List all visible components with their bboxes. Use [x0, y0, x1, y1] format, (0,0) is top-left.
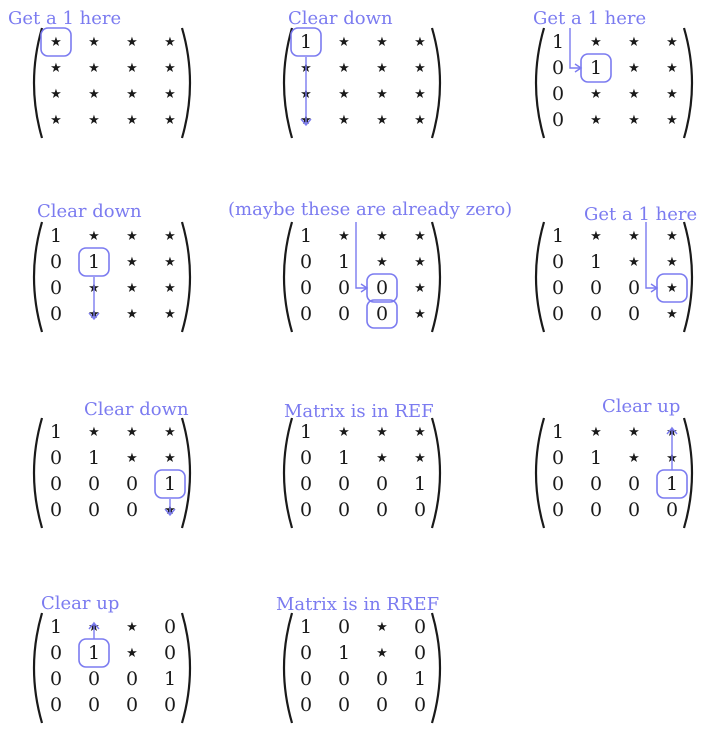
matrix-entry: 0: [551, 303, 565, 325]
matrix-entry: 1: [49, 225, 63, 247]
matrix-entry: ★: [126, 307, 138, 322]
matrix-entry: ★: [126, 451, 138, 466]
matrix-entry: 0: [337, 303, 351, 325]
matrix-entry: ★: [628, 113, 640, 128]
matrix-entry: ★: [376, 61, 388, 76]
matrix-entry: ★: [590, 425, 602, 440]
matrix-panel: [8, 8, 190, 138]
step-caption: Clear down: [84, 399, 189, 420]
matrix-entry: ★: [338, 113, 350, 128]
matrix-entry: ★: [126, 87, 138, 102]
next-pivot-arrow: [356, 222, 367, 288]
matrix-entry: ★: [126, 620, 138, 635]
matrix-entry: ★: [628, 61, 640, 76]
matrix-entry: 0: [551, 473, 565, 495]
matrix-entry: ★: [376, 425, 388, 440]
matrix-entry: ★: [50, 113, 62, 128]
matrix-entry: 0: [375, 303, 389, 325]
matrix-entry: ★: [126, 35, 138, 50]
matrix-panel: [228, 199, 512, 332]
matrix-entry: ★: [164, 425, 176, 440]
matrix-entry: ★: [338, 425, 350, 440]
matrix-entry: 0: [337, 499, 351, 521]
matrix-entry: ★: [126, 425, 138, 440]
matrix-entry: ★: [666, 307, 678, 322]
matrix-panel: [284, 8, 440, 138]
matrix-entry: 1: [163, 473, 177, 495]
matrix-entry: 0: [125, 668, 139, 690]
matrix-entry: 1: [589, 251, 603, 273]
matrix-entry: 1: [589, 57, 603, 79]
matrix-entry: ★: [164, 35, 176, 50]
matrix-panel: [536, 396, 692, 528]
left-bracket: [536, 28, 544, 138]
matrix-entry: 1: [299, 616, 313, 638]
left-bracket: [284, 613, 292, 723]
matrix-entry: 1: [337, 251, 351, 273]
matrix-entry: ★: [414, 281, 426, 296]
matrix-entry: 0: [375, 473, 389, 495]
matrix-entry: 0: [49, 303, 63, 325]
matrix-panel: [276, 594, 440, 723]
right-bracket: [182, 28, 190, 138]
matrix-entry: 0: [413, 499, 427, 521]
matrix-entry: ★: [126, 113, 138, 128]
matrix-entry: ★: [666, 113, 678, 128]
matrix-entry: 0: [589, 499, 603, 521]
matrix-entry: 0: [551, 109, 565, 131]
step-caption: Clear down: [37, 201, 142, 222]
matrix-entry: ★: [88, 620, 100, 635]
matrix-panel: [34, 201, 190, 332]
matrix-panel: [533, 8, 692, 138]
matrix-entry: ★: [164, 61, 176, 76]
matrix-entry: 0: [665, 499, 679, 521]
right-bracket: [182, 222, 190, 332]
right-bracket: [432, 613, 440, 723]
matrix-entry: 1: [299, 421, 313, 443]
matrix-entry: 1: [87, 447, 101, 469]
matrix-entry: 1: [589, 447, 603, 469]
step-caption: (maybe these are already zero): [228, 199, 513, 220]
matrix-entry: 0: [49, 694, 63, 716]
matrix-entry: 0: [413, 642, 427, 664]
matrix-entry: ★: [666, 281, 678, 296]
matrix-entry: ★: [126, 61, 138, 76]
left-bracket: [536, 418, 544, 528]
matrix-entry: 1: [551, 31, 565, 53]
matrix-entry: ★: [300, 113, 312, 128]
matrix-entry: ★: [126, 229, 138, 244]
left-bracket: [284, 418, 292, 528]
matrix-entry: 1: [665, 473, 679, 495]
matrix-entry: ★: [88, 61, 100, 76]
matrix-entry: 1: [337, 642, 351, 664]
matrix-entry: 0: [49, 499, 63, 521]
matrix-entry: 0: [627, 277, 641, 299]
matrix-entry: 0: [551, 251, 565, 273]
matrix-entry: 0: [337, 616, 351, 638]
matrix-entry: 0: [627, 303, 641, 325]
matrix-entry: ★: [414, 113, 426, 128]
matrix-entry: 0: [299, 668, 313, 690]
matrix-entry: ★: [126, 255, 138, 270]
matrix-entry: 0: [87, 499, 101, 521]
matrix-entry: ★: [628, 35, 640, 50]
matrix-entry: 1: [413, 473, 427, 495]
matrix-entry: 0: [551, 83, 565, 105]
matrix-entry: 0: [627, 499, 641, 521]
matrix-entry: ★: [126, 281, 138, 296]
matrix-entry: 0: [299, 694, 313, 716]
matrix-entry: ★: [164, 229, 176, 244]
matrix-entry: 0: [125, 499, 139, 521]
matrix-entry: ★: [590, 87, 602, 102]
matrix-entry: ★: [50, 35, 62, 50]
matrix-entry: 0: [337, 694, 351, 716]
matrix-entry: 1: [49, 616, 63, 638]
step-caption: Get a 1 here: [533, 8, 647, 29]
matrix-entry: ★: [666, 229, 678, 244]
matrix-entry: ★: [376, 113, 388, 128]
matrix-entry: 0: [551, 277, 565, 299]
left-bracket: [34, 613, 42, 723]
matrix-entry: 0: [551, 447, 565, 469]
matrix-entry: 0: [375, 499, 389, 521]
matrix-entry: 0: [163, 616, 177, 638]
step-caption: Get a 1 here: [584, 204, 698, 225]
matrix-entry: 0: [589, 473, 603, 495]
matrix-entry: ★: [338, 229, 350, 244]
matrix-entry: 0: [299, 473, 313, 495]
matrix-entry: 0: [299, 642, 313, 664]
matrix-entry: 1: [87, 251, 101, 273]
matrix-entry: ★: [338, 87, 350, 102]
matrix-entry: ★: [590, 229, 602, 244]
left-bracket: [34, 418, 42, 528]
matrix-entry: 0: [551, 499, 565, 521]
left-bracket: [34, 222, 42, 332]
matrix-entry: 0: [299, 277, 313, 299]
matrix-entry: 1: [337, 447, 351, 469]
matrix-entry: 0: [49, 277, 63, 299]
matrix-entry: ★: [164, 307, 176, 322]
matrix-entry: 0: [299, 251, 313, 273]
matrix-panel: [34, 593, 190, 723]
matrix-entry: 0: [87, 473, 101, 495]
matrix-entry: ★: [376, 646, 388, 661]
matrix-entry: ★: [376, 620, 388, 635]
matrix-entry: 0: [299, 499, 313, 521]
matrix-panel: [284, 401, 440, 528]
matrix-entry: 1: [49, 421, 63, 443]
matrix-entry: ★: [376, 87, 388, 102]
matrix-entry: 0: [375, 668, 389, 690]
matrix-entry: ★: [628, 87, 640, 102]
matrix-entry: ★: [628, 229, 640, 244]
matrix-entry: 0: [589, 277, 603, 299]
matrix-entry: 0: [413, 616, 427, 638]
matrix-entry: ★: [300, 87, 312, 102]
matrix-entry: 0: [125, 473, 139, 495]
matrix-entry: 1: [413, 668, 427, 690]
right-bracket: [684, 28, 692, 138]
right-bracket: [432, 222, 440, 332]
matrix-entry: 0: [337, 277, 351, 299]
matrix-entry: ★: [590, 35, 602, 50]
matrix-entry: 0: [49, 668, 63, 690]
matrix-entry: ★: [88, 425, 100, 440]
matrix-entry: 0: [125, 694, 139, 716]
matrix-entry: 0: [49, 642, 63, 664]
matrix-panel: [536, 204, 697, 332]
matrix-entry: ★: [88, 87, 100, 102]
matrix-entry: ★: [376, 451, 388, 466]
matrix-entry: 0: [49, 473, 63, 495]
matrix-entry: ★: [414, 255, 426, 270]
matrix-entry: ★: [376, 35, 388, 50]
matrix-entry: 1: [163, 668, 177, 690]
matrix-entry: ★: [88, 35, 100, 50]
matrix-entry: ★: [88, 281, 100, 296]
matrix-entry: ★: [628, 425, 640, 440]
matrix-entry: 0: [87, 668, 101, 690]
matrix-entry: ★: [590, 113, 602, 128]
matrix-entry: ★: [666, 425, 678, 440]
matrix-entry: ★: [164, 503, 176, 518]
matrix-entry: ★: [414, 87, 426, 102]
matrix-panel: [34, 399, 190, 528]
left-bracket: [284, 222, 292, 332]
matrix-entry: 0: [337, 668, 351, 690]
matrix-entry: ★: [88, 307, 100, 322]
matrix-entry: ★: [300, 61, 312, 76]
matrix-entry: 0: [299, 303, 313, 325]
matrix-entry: ★: [666, 35, 678, 50]
matrix-entry: ★: [628, 451, 640, 466]
matrix-entry: 0: [299, 447, 313, 469]
matrix-entry: ★: [414, 307, 426, 322]
matrix-entry: 0: [163, 694, 177, 716]
matrix-entry: 1: [87, 642, 101, 664]
right-bracket: [182, 613, 190, 723]
matrix-entry: ★: [88, 229, 100, 244]
matrix-entry: 0: [589, 303, 603, 325]
matrix-entry: ★: [414, 35, 426, 50]
matrix-entry: ★: [414, 451, 426, 466]
step-caption: Clear up: [602, 396, 681, 417]
matrix-entry: 0: [551, 57, 565, 79]
matrix-entry: ★: [338, 61, 350, 76]
matrix-entry: 1: [551, 225, 565, 247]
matrix-entry: 0: [87, 694, 101, 716]
matrix-entry: 0: [337, 473, 351, 495]
matrix-entry: 0: [49, 447, 63, 469]
matrix-entry: ★: [164, 87, 176, 102]
matrix-entry: ★: [50, 87, 62, 102]
matrix-entry: ★: [50, 61, 62, 76]
matrix-entry: 0: [163, 642, 177, 664]
matrix-entry: ★: [164, 113, 176, 128]
matrix-entry: 0: [627, 473, 641, 495]
matrix-entry: ★: [164, 281, 176, 296]
next-pivot-arrow: [646, 222, 657, 288]
step-caption: Clear up: [41, 593, 120, 614]
matrix-entry: ★: [376, 229, 388, 244]
matrix-entry: ★: [666, 61, 678, 76]
matrix-entry: ★: [414, 61, 426, 76]
matrix-entry: ★: [666, 255, 678, 270]
step-caption: Matrix is in REF: [284, 401, 434, 422]
matrix-entry: 1: [551, 421, 565, 443]
step-caption: Get a 1 here: [8, 8, 122, 29]
matrix-entry: ★: [126, 646, 138, 661]
matrix-entry: ★: [666, 451, 678, 466]
matrix-entry: 0: [375, 694, 389, 716]
matrix-entry: 1: [299, 225, 313, 247]
matrix-entry: ★: [666, 87, 678, 102]
matrix-entry: ★: [338, 35, 350, 50]
matrix-entry: ★: [376, 255, 388, 270]
matrix-entry: ★: [164, 451, 176, 466]
matrix-entry: ★: [414, 229, 426, 244]
step-caption: Clear down: [288, 8, 393, 29]
matrix-entry: ★: [414, 425, 426, 440]
matrix-entry: 0: [413, 694, 427, 716]
matrix-entry: 0: [375, 277, 389, 299]
matrix-entry: ★: [164, 255, 176, 270]
matrix-entry: 1: [299, 31, 313, 53]
matrix-entry: 0: [49, 251, 63, 273]
matrix-entry: ★: [628, 255, 640, 270]
matrix-entry: ★: [88, 113, 100, 128]
right-bracket: [432, 418, 440, 528]
right-bracket: [432, 28, 440, 138]
left-bracket: [536, 222, 544, 332]
next-pivot-arrow: [570, 28, 581, 68]
step-caption: Matrix is in RREF: [276, 594, 440, 615]
